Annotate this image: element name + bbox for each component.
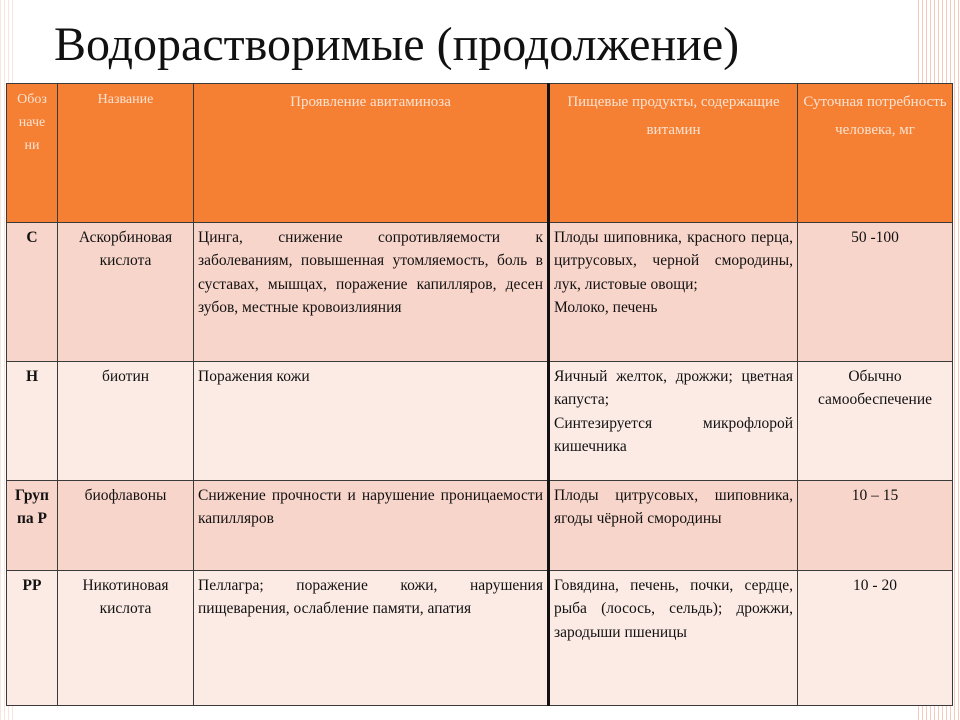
header-name: Название (58, 84, 194, 223)
table-row (7, 481, 953, 571)
cell-foods: Плоды шиповника, красного перца, цитрусовых, черной смородины, лук, листовые овощи; Молоко, печень (549, 223, 798, 362)
cell-deficiency: Цинга, снижение сопротивляемости к заболеваниям, повышенная утомляемость, боль в суставах, мышцах, поражение капилляров, десен зубов, местные кровоизлияния (194, 223, 549, 362)
header-designation: Обоз наче ни (7, 84, 58, 223)
header-foods: Пищевые продукты, содержащие витамин (549, 84, 798, 223)
cell-name: Никотиновая кислота (58, 571, 194, 706)
table-row (7, 362, 953, 481)
vitamins-table (6, 83, 953, 706)
cell-deficiency: Снижение прочности и нарушение проницаемости капилляров (194, 481, 549, 571)
table-row (7, 571, 953, 706)
table-row (7, 223, 953, 362)
cell-name: Аскорбиновая кислота (58, 223, 194, 362)
cell-daily-need: 50 -100 (798, 223, 953, 362)
header-deficiency: Проявление авитаминоза (194, 84, 549, 223)
header-daily-need: Суточная потребность человека, мг (798, 84, 953, 223)
cell-designation: С (7, 223, 58, 362)
cell-foods: Плоды цитрусовых, шиповника, ягоды чёрной смородины (549, 481, 798, 571)
table-header-row (7, 84, 953, 223)
cell-foods: Говядина, печень, почки, сердце, рыба (лосось, сельдь); дрожжи, зародыши пшеницы (549, 571, 798, 706)
page-title: Водорастворимые (продолжение) (54, 18, 740, 71)
cell-name: биофлавоны (58, 481, 194, 571)
cell-deficiency: Поражения кожи (194, 362, 549, 481)
cell-daily-need: Обычно самообеспечение (798, 362, 953, 481)
cell-daily-need: 10 - 20 (798, 571, 953, 706)
cell-daily-need: 10 – 15 (798, 481, 953, 571)
cell-name: биотин (58, 362, 194, 481)
cell-designation: РР (7, 571, 58, 706)
cell-deficiency: Пеллагра; поражение кожи, нарушения пищеварения, ослабление памяти, апатия (194, 571, 549, 706)
cell-designation: Груп па Р (7, 481, 58, 571)
cell-designation: Н (7, 362, 58, 481)
cell-foods: Яичный желток, дрожжи; цветная капуста; Синтезируется микрофлорой кишечника (549, 362, 798, 481)
